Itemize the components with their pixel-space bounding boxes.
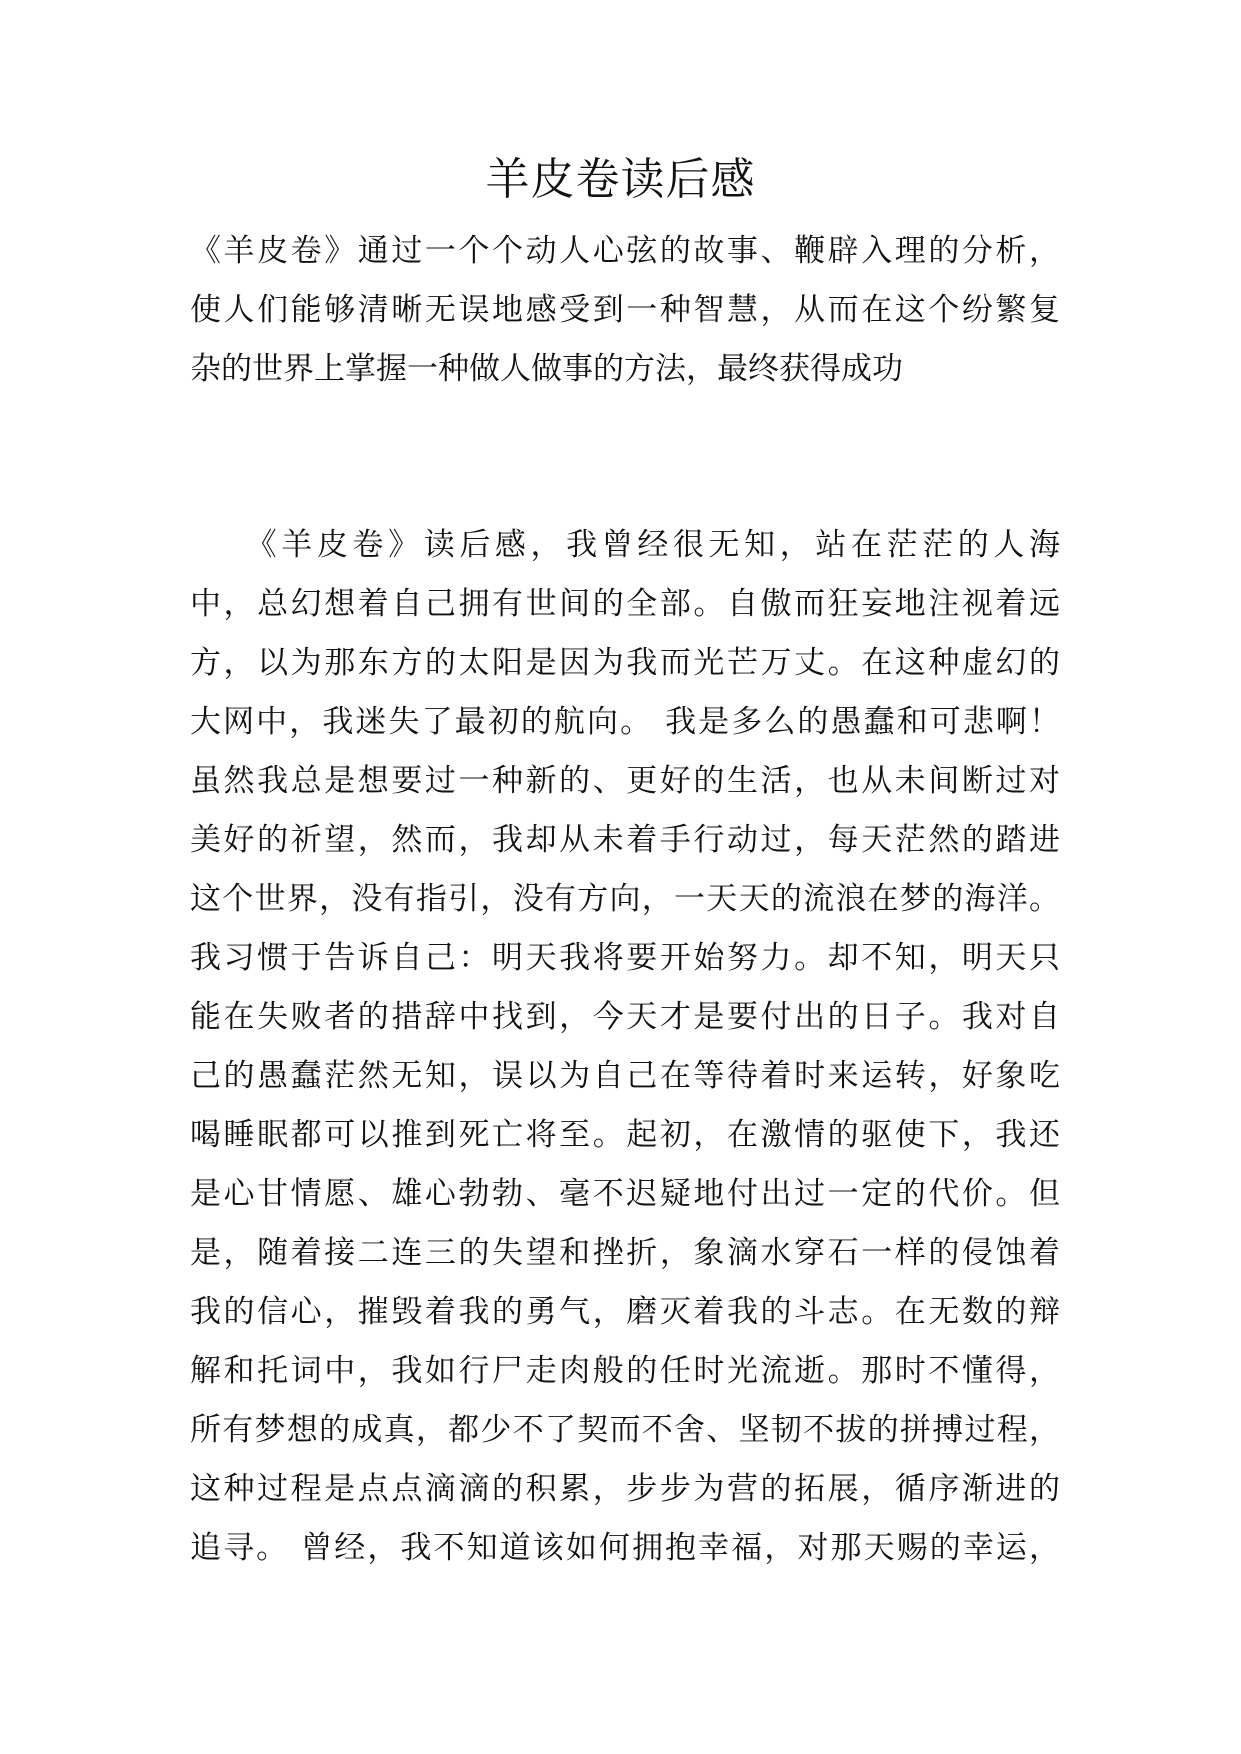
- summary-line: 杂的世界上掌握一种做人做事的方法，最终获得成功: [190, 351, 903, 387]
- body-line: 是心甘情愿、雄心勃勃、毫不迟疑地付出过一定的代价。但: [190, 1176, 1060, 1212]
- body-paragraph: [190, 516, 1060, 1578]
- body-line: 喝睡眠都可以推到死亡将至。起初，在激情的驱使下，我还: [190, 1117, 1060, 1153]
- body-line: 虽然我总是想要过一种新的、更好的生活，也从未间断过对: [190, 763, 1060, 799]
- body-line: 这种过程是点点滴滴的积累，步步为营的拓展，循序渐进的: [190, 1471, 1060, 1507]
- body-line: 《羊皮卷》读后感，我曾经很无知，站在茫茫的人海: [190, 527, 1060, 563]
- body-line: 所有梦想的成真，都少不了契而不舍、坚韧不拔的拼搏过程，: [190, 1412, 1060, 1448]
- body-line: 这个世界，没有指引，没有方向，一天天的流浪在梦的海洋。: [190, 881, 1060, 917]
- summary-line: 使人们能够清晰无误地感受到一种智慧，从而在这个纷繁复: [190, 292, 1060, 328]
- summary-line: 《羊皮卷》通过一个个动人心弦的故事、鞭辟入理的分析，: [190, 233, 1060, 269]
- body-line: 我习惯于告诉自己：明天我将要开始努力。却不知，明天只: [190, 940, 1060, 976]
- body-line: 是，随着接二连三的失望和挫折，象滴水穿石一样的侵蚀着: [190, 1235, 1060, 1271]
- body-line: 方，以为那东方的太阳是因为我而光芒万丈。在这种虚幻的: [190, 645, 1060, 681]
- summary-paragraph: [190, 222, 1060, 399]
- body-line: 己的愚蠢茫然无知，误以为自己在等待着时来运转，好象吃: [190, 1058, 1060, 1094]
- body-line: 我的信心，摧毁着我的勇气，磨灭着我的斗志。在无数的辩: [190, 1294, 1060, 1330]
- body-line: 美好的祈望，然而，我却从未着手行动过，每天茫然的踏进: [190, 822, 1060, 858]
- body-line: 中，总幻想着自己拥有世间的全部。自傲而狂妄地注视着远: [190, 586, 1060, 622]
- body-line: 解和托词中，我如行尸走肉般的任时光流逝。那时不懂得，: [190, 1353, 1060, 1389]
- body-line: 能在失败者的措辞中找到，今天才是要付出的日子。我对自: [190, 999, 1060, 1035]
- body-line: 追寻。 曾经，我不知道该如何拥抱幸福，对那天赐的幸运，: [190, 1530, 1060, 1566]
- body-line: 大网中，我迷失了最初的航向。 我是多么的愚蠢和可悲啊！: [190, 704, 1060, 740]
- document-title: 羊皮卷读后感: [485, 154, 756, 205]
